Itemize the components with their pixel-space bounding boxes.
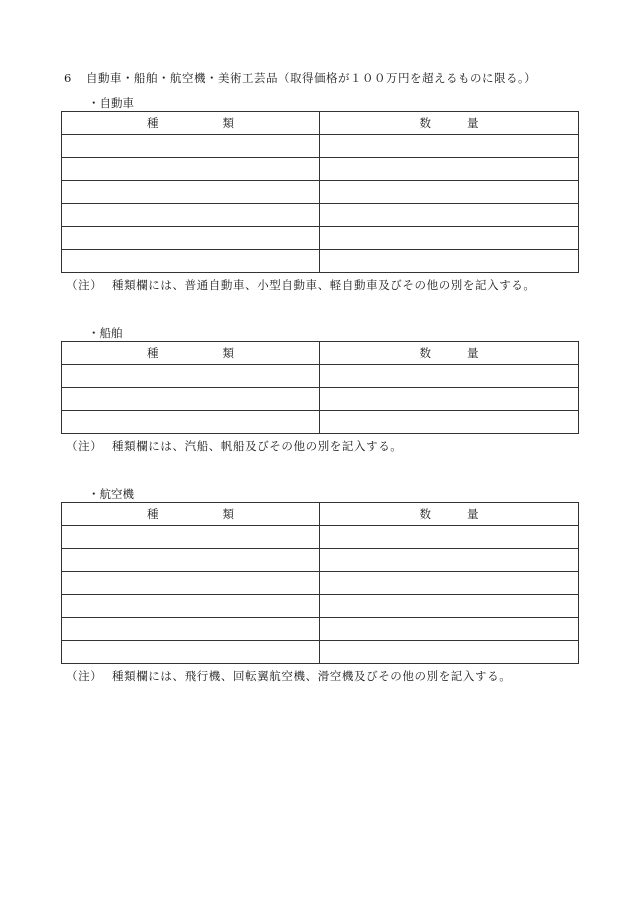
kind-cell[interactable]: [62, 135, 320, 158]
kind-header-char2: 類: [222, 116, 234, 130]
quantity-cell[interactable]: [320, 595, 579, 618]
qty-header-char1: 数: [419, 116, 431, 130]
table-row: [62, 595, 579, 618]
qty-header-char2: 量: [467, 116, 479, 130]
kind-cell[interactable]: [62, 595, 320, 618]
subsection-title-ship: ・船舶: [88, 326, 123, 340]
kind-cell[interactable]: [62, 204, 320, 227]
kind-cell[interactable]: [62, 158, 320, 181]
table-row: [62, 227, 579, 250]
note-text: 種類欄には、普通自動車、小型自動車、軽自動車及びその他の別を記入する。: [112, 278, 536, 292]
table-row: [62, 388, 579, 411]
section-heading-text: 自動車・船舶・航空機・美術工芸品（取得価格が１００万円を超えるものに限る。）: [86, 71, 537, 85]
table-row: [62, 158, 579, 181]
table-row: [62, 365, 579, 388]
table-row: [62, 135, 579, 158]
kind-cell[interactable]: [62, 526, 320, 549]
kind-cell[interactable]: [62, 227, 320, 250]
note-text: 種類欄には、飛行機、回転翼航空機、滑空機及びその他の別を記入する。: [112, 669, 512, 683]
quantity-cell[interactable]: [320, 204, 579, 227]
kind-header-char2: 類: [222, 507, 234, 521]
section-heading: [64, 70, 536, 86]
kind-header-char1: 種: [147, 346, 159, 360]
quantity-column-header: [320, 503, 579, 526]
kind-column-header: [62, 112, 320, 135]
note-text: 種類欄には、汽船、帆船及びその他の別を記入する。: [112, 439, 403, 453]
table-row: [62, 549, 579, 572]
kind-header-char1: 種: [147, 116, 159, 130]
aircraft-note: [66, 668, 511, 684]
quantity-column-header: [320, 112, 579, 135]
kind-column-header: [62, 342, 320, 365]
quantity-cell[interactable]: [320, 526, 579, 549]
qty-header-char1: 数: [419, 346, 431, 360]
quantity-cell[interactable]: [320, 618, 579, 641]
table-row: [62, 181, 579, 204]
kind-column-header: [62, 503, 320, 526]
quantity-cell[interactable]: [320, 388, 579, 411]
note-tag: （注）: [66, 278, 103, 292]
kind-cell[interactable]: [62, 181, 320, 204]
quantity-cell[interactable]: [320, 227, 579, 250]
qty-header-char1: 数: [419, 507, 431, 521]
quantity-cell[interactable]: [320, 158, 579, 181]
quantity-cell[interactable]: [320, 411, 579, 434]
kind-cell[interactable]: [62, 411, 320, 434]
table-row: [62, 411, 579, 434]
ship-note: [66, 438, 402, 454]
kind-header-char2: 類: [222, 346, 234, 360]
ship-table: [61, 341, 579, 434]
quantity-cell[interactable]: [320, 572, 579, 595]
subsection-title-aircraft: ・航空機: [88, 487, 134, 501]
note-tag: （注）: [66, 439, 103, 453]
kind-cell[interactable]: [62, 388, 320, 411]
table-header-row: [62, 342, 579, 365]
kind-header-char1: 種: [147, 507, 159, 521]
kind-cell[interactable]: [62, 250, 320, 273]
kind-cell[interactable]: [62, 572, 320, 595]
quantity-cell[interactable]: [320, 250, 579, 273]
quantity-column-header: [320, 342, 579, 365]
kind-cell[interactable]: [62, 549, 320, 572]
table-row: [62, 641, 579, 664]
table-row: [62, 526, 579, 549]
note-tag: （注）: [66, 669, 103, 683]
car-note: [66, 277, 536, 293]
kind-cell[interactable]: [62, 365, 320, 388]
section-number: 6: [64, 71, 72, 85]
aircraft-table: [61, 502, 579, 664]
subsection-title-car: ・自動車: [88, 96, 134, 110]
kind-cell[interactable]: [62, 618, 320, 641]
quantity-cell[interactable]: [320, 549, 579, 572]
qty-header-char2: 量: [467, 346, 479, 360]
qty-header-char2: 量: [467, 507, 479, 521]
car-table: [61, 111, 579, 273]
quantity-cell[interactable]: [320, 135, 579, 158]
table-row: [62, 250, 579, 273]
table-row: [62, 618, 579, 641]
quantity-cell[interactable]: [320, 641, 579, 664]
kind-cell[interactable]: [62, 641, 320, 664]
table-row: [62, 572, 579, 595]
table-row: [62, 204, 579, 227]
quantity-cell[interactable]: [320, 365, 579, 388]
quantity-cell[interactable]: [320, 181, 579, 204]
table-header-row: [62, 503, 579, 526]
table-header-row: [62, 112, 579, 135]
